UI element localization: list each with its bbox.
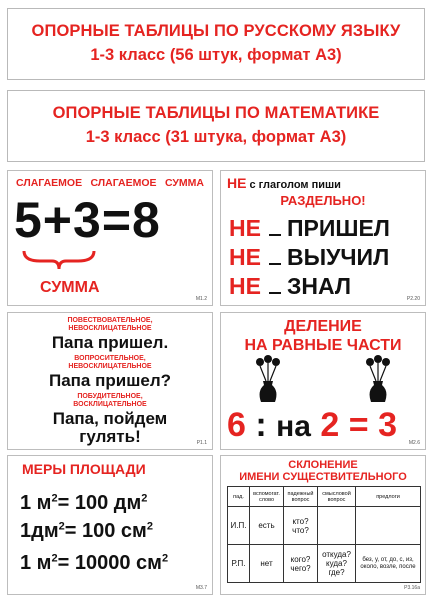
verb: ПРИШЕЛ [286,215,390,241]
addition-equation: 5+3=8 [14,192,161,248]
table-cell: есть [250,507,284,545]
area-left: 1 м [20,492,52,514]
dividend: 6 [227,406,246,444]
exponent: 2 [141,492,148,505]
exponent: 2 [51,552,58,565]
ne-verb-row [229,272,351,300]
banner-subtitle: 1-3 класс (56 штук, формат А3) [90,46,342,64]
sum-label: СУММА [40,279,100,296]
rule-text: с глаголом пиши [246,179,341,191]
exponent: 2 [161,552,169,565]
division-title-line: НА РАВНЫЕ ЧАСТИ [244,337,402,354]
banner-subtitle: 1-3 класс (31 штука, формат А3) [85,128,347,146]
column-header: смысловой вопрос [318,487,356,507]
declension-title-line: СКЛОНЕНИЕ [288,459,358,471]
area-right: = 10000 см [57,552,162,574]
declension-title [221,459,425,483]
divisor: 2 [320,406,340,444]
brace-icon [22,249,96,271]
banner-title: ОПОРНЫЕ ТАБЛИЦЫ ПО РУССКОМУ ЯЗЫКУ [31,22,401,40]
sentence-type-label: НЕВОСКЛИЦАТЕЛЬНОЕ [68,325,152,332]
ne-particle: НЕ [229,244,261,270]
ne-verb-row [229,214,390,242]
table-cell: кто? что? [284,507,318,545]
ne-particle: НЕ [229,215,261,241]
area-title: МЕРЫ ПЛОЩАДИ [22,461,146,477]
quotient: 3 [378,406,398,444]
rule-heading [227,175,421,193]
sentence-type-label: ВОПРОСИТЕЛЬНОЕ, [74,355,146,362]
exponent: 2 [146,520,153,533]
banner-title: ОПОРНЫЕ ТАБЛИЦЫ ПО МАТЕМАТИКЕ [52,104,380,122]
term-label: СУММА [164,177,204,189]
sentence-type-label: ПОБУДИТЕЛЬНОЕ, [77,393,143,400]
sentence: Папа, пойдем [52,409,168,428]
card-sentence-types[interactable] [7,312,213,450]
division-word: на [276,410,311,443]
equals-sign: = [348,406,369,444]
table-cell: кого? чего? [284,545,318,583]
table-cell: нет [250,545,284,583]
flower-vase-icon [361,355,395,403]
sentence: Папа пришел. [51,333,169,352]
declension-table [227,486,421,583]
sentence-type-label: ВОСКЛИЦАТЕЛЬНОЕ [73,401,147,408]
card-code: Р3.16а [404,585,420,591]
sentence: Папа пришел? [48,371,172,390]
banner-math [7,90,425,162]
table-header-row [228,487,421,507]
area-right: = 100 см [64,520,147,542]
column-header: пад. [228,487,250,507]
division-equation [227,405,421,447]
table-row [228,545,421,583]
table-cell: откуда? куда? где? [318,545,356,583]
column-header: предлоги [356,487,421,507]
banner-russian [7,8,425,80]
exponent: 2 [51,492,58,505]
verb: ВЫУЧИЛ [286,244,390,270]
card-area-measures[interactable] [7,455,213,595]
card-code: М2.6 [408,440,420,446]
column-header: вспомогат. слово [250,487,284,507]
division-title [221,317,425,355]
rule-heading-2: РАЗДЕЛЬНО! [280,193,366,208]
term-label: СЛАГАЕМОЕ [16,177,83,189]
table-row [228,507,421,545]
rule-ne: НЕ [227,175,247,191]
card-division[interactable] [220,312,426,450]
sentence: гулять! [79,427,141,446]
area-row [20,492,147,515]
declension-title-line: ИМЕНИ СУЩЕСТВИТЕЛЬНОГО [239,471,407,483]
table-cell: И.П. [228,507,250,545]
card-code: М3.7 [195,585,207,591]
flower-vase-icon [251,355,285,403]
card-ne-with-verbs[interactable] [220,170,426,306]
area-right: = 100 дм [57,492,142,514]
sentence-type-label: НЕВОСКЛИЦАТЕЛЬНОЕ [68,363,152,370]
area-left: 1 м [20,552,52,574]
table-cell [356,507,421,545]
table-cell [318,507,356,545]
area-row [20,552,168,575]
verb: ЗНАЛ [286,273,352,299]
area-row [20,520,153,543]
table-cell: без, у, от, до, с, из, около, возле, после [356,545,421,583]
card-addition[interactable] [7,170,213,306]
term-labels [16,177,204,189]
sentence-type-label: ПОВЕСТВОВАТЕЛЬНОЕ, [67,317,153,324]
term-label: СЛАГАЕМОЕ [90,177,157,189]
division-sign: : [255,406,267,444]
column-header: падежный вопрос [284,487,318,507]
division-title-line: ДЕЛЕНИЕ [284,318,362,335]
card-code: Р1.1 [196,440,207,446]
card-code: М1.2 [195,296,207,302]
card-noun-declension[interactable] [220,455,426,595]
ne-verb-row [229,243,389,271]
area-left: 1дм [20,520,59,542]
table-cell: Р.П. [228,545,250,583]
ne-particle: НЕ [229,273,261,299]
exponent: 2 [58,520,65,533]
card-code: Р2.20 [406,296,420,302]
